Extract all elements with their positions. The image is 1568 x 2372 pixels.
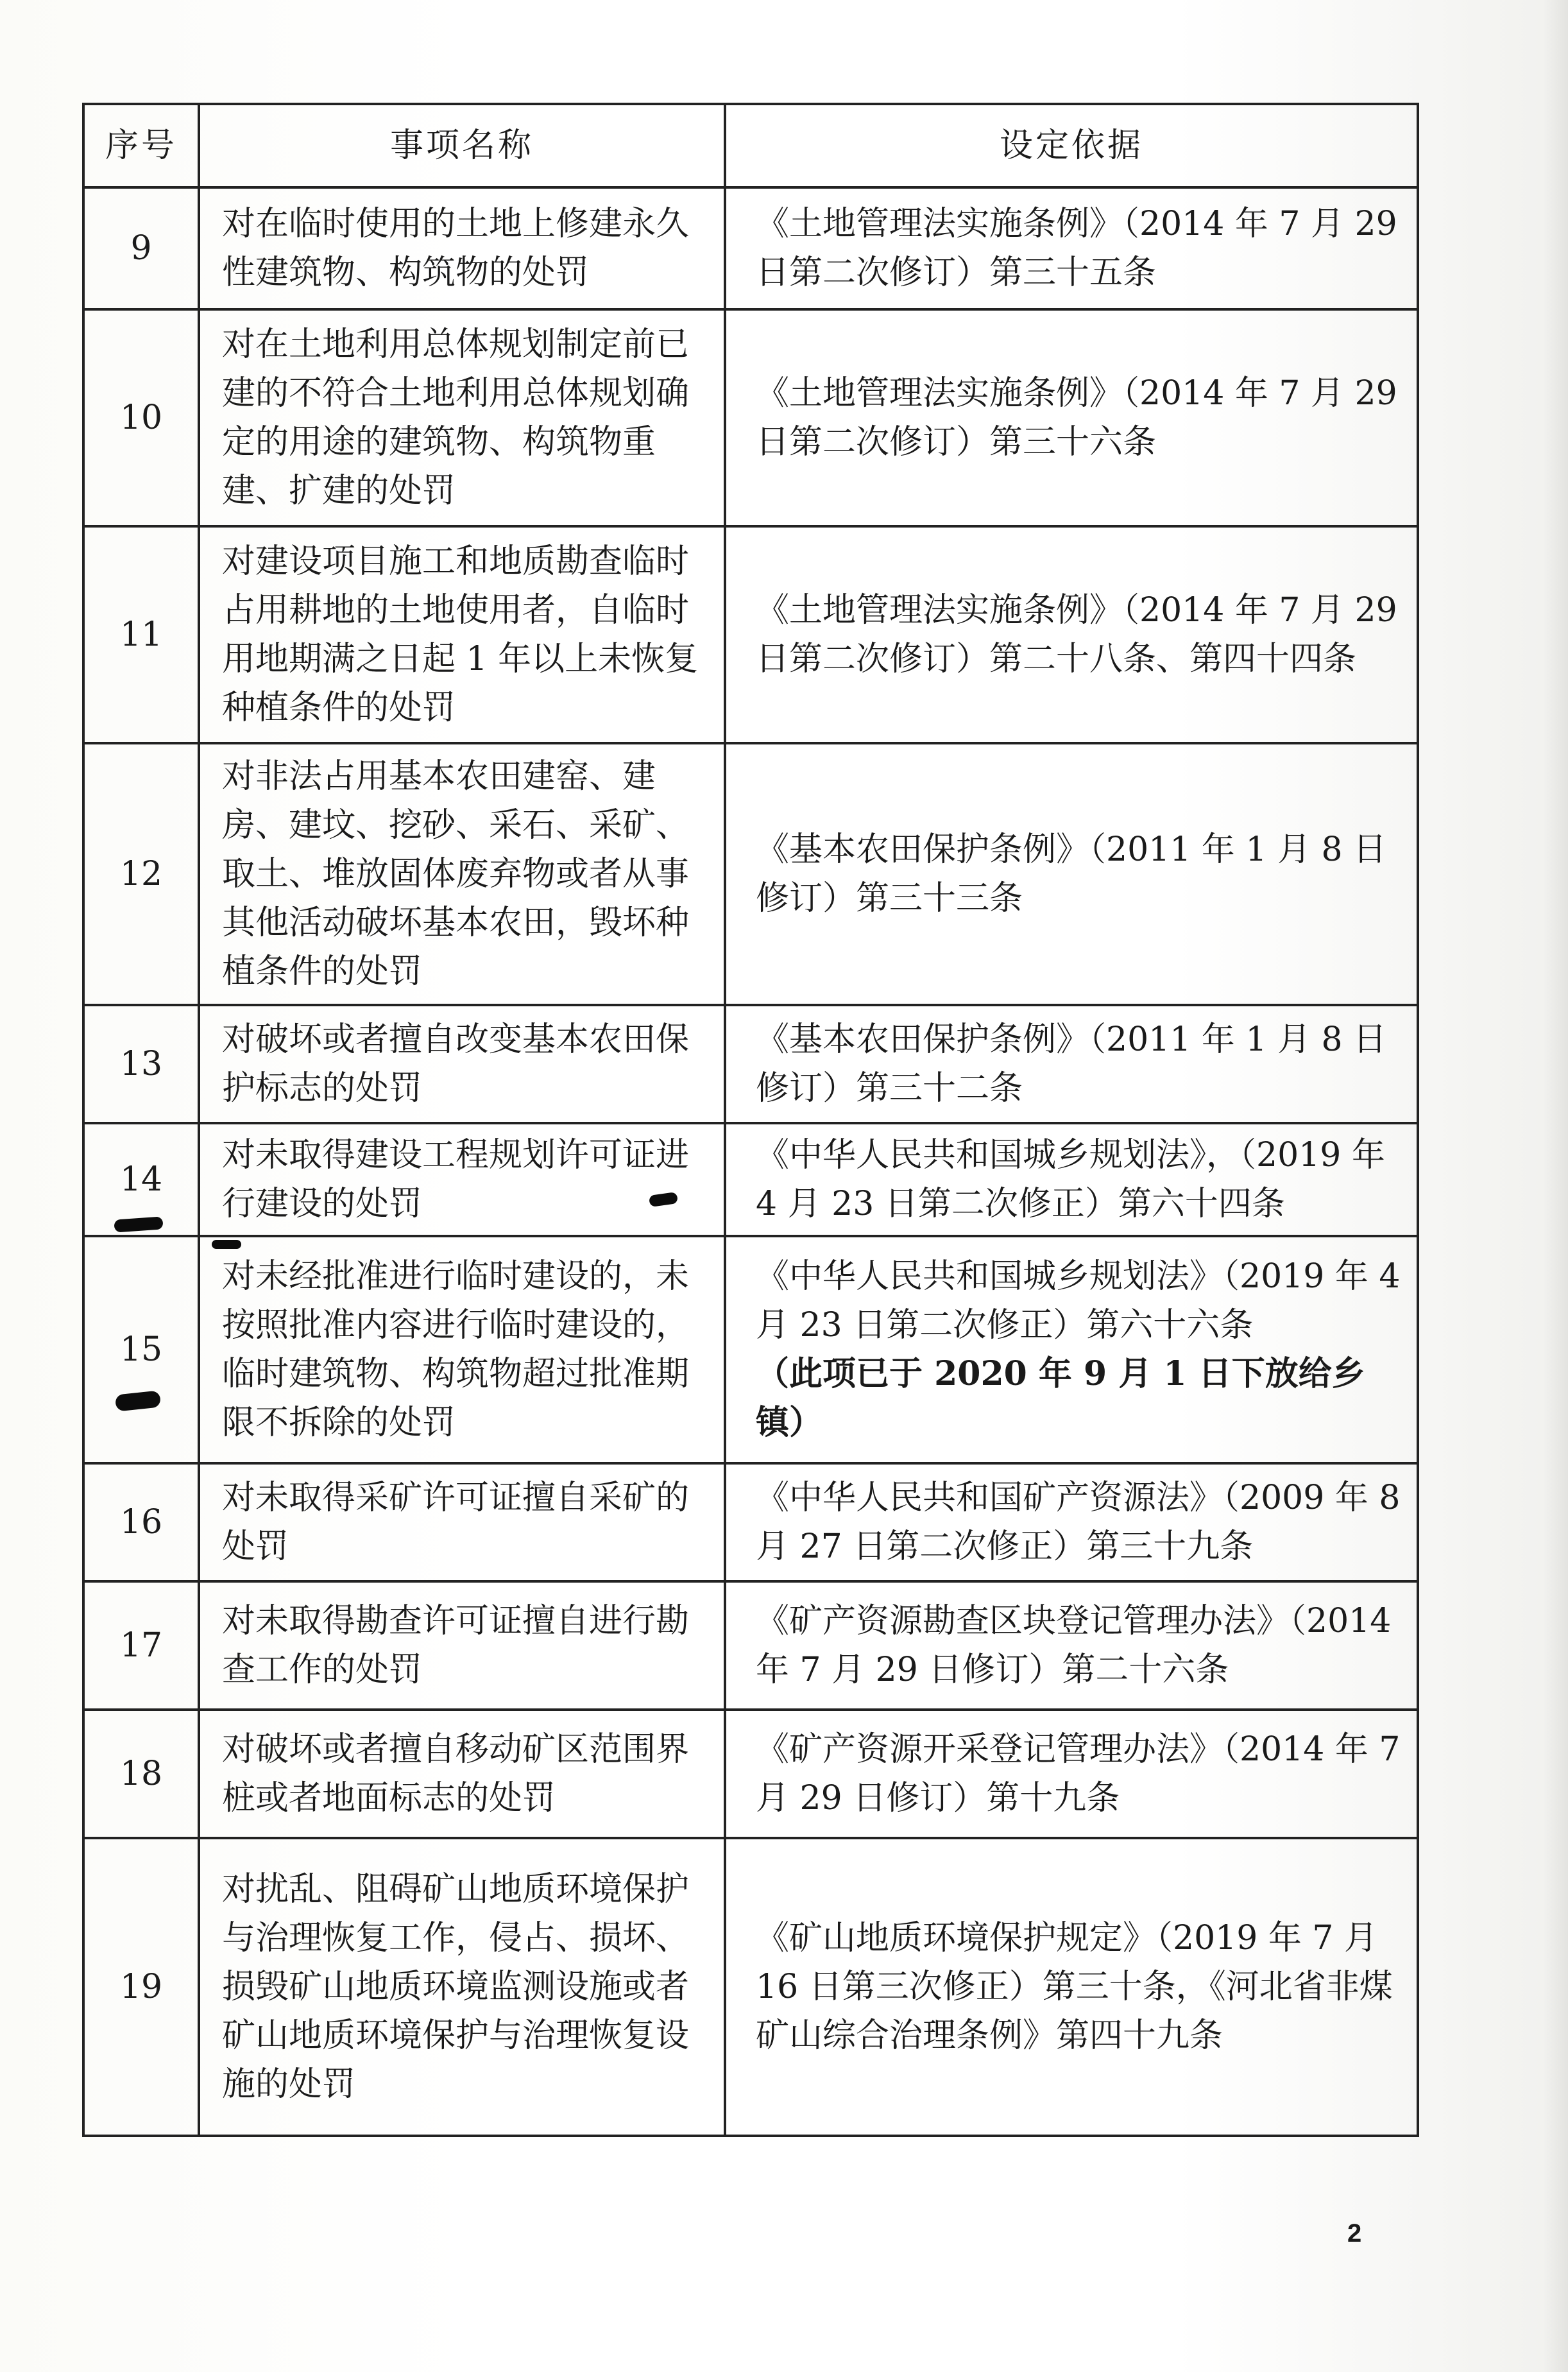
row-number: 12 [83,743,199,1005]
item-name: 对破坏或者擅自改变基本农田保护标志的处罚 [199,1005,725,1123]
header-no: 序号 [83,104,199,187]
item-name: 对未取得采矿许可证擅自采矿的处罚 [199,1463,725,1581]
row-number: 19 [83,1838,199,2136]
legal-basis: 《矿产资源勘查区块登记管理办法》（2014 年 7 月 29 日修订）第二十六条 [725,1581,1418,1710]
row-number: 17 [83,1581,199,1710]
table-row [83,1123,1418,1236]
item-name: 对破坏或者擅自移动矿区范围界桩或者地面标志的处罚 [199,1710,725,1838]
table-row [83,1838,1418,2136]
delegation-note: （此项已于 2020 年 9 月 1 日下放给乡镇） [756,1354,1365,1442]
legal-basis: 《矿产资源开采登记管理办法》（2014 年 7 月 29 日修订）第十九条 [725,1710,1418,1838]
row-number: 11 [83,526,199,743]
page-number: 2 [1347,2219,1362,2247]
item-name: 对非法占用基本农田建窑、建房、建坟、挖砂、采石、采矿、取土、堆放固体废弃物或者从事其他活动破坏基本农田，毁坏种植条件的处罚 [199,743,725,1005]
legal-basis: 《中华人民共和国矿产资源法》（2009 年 8 月 27 日第二次修正）第三十九条 [725,1463,1418,1581]
item-name: 对建设项目施工和地质勘查临时占用耕地的土地使用者，自临时用地期满之日起 1 年以上未恢复种植条件的处罚 [199,526,725,743]
legal-basis [725,1236,1418,1463]
row-number: 9 [83,187,199,309]
table-row [83,1236,1418,1463]
table-row [83,1581,1418,1710]
item-name: 对在临时使用的土地上修建永久性建筑物、构筑物的处罚 [199,187,725,309]
row-number: 14 [83,1123,199,1236]
table-row [83,526,1418,743]
table-row [83,309,1418,526]
item-name: 对扰乱、阻碍矿山地质环境保护与治理恢复工作，侵占、损坏、损毁矿山地质环境监测设施或者矿山地质环境保护与治理恢复设施的处罚 [199,1838,725,2136]
legal-basis: 《基本农田保护条例》（2011 年 1 月 8 日修订）第三十二条 [725,1005,1418,1123]
legal-basis: 《矿山地质环境保护规定》（2019 年 7 月 16 日第三次修正）第三十条，《河北省非煤矿山综合治理条例》第四十九条 [725,1838,1418,2136]
row-number: 16 [83,1463,199,1581]
legal-basis: 《中华人民共和国城乡规划法》，（2019 年 4 月 23 日第二次修正）第六十四条 [725,1123,1418,1236]
header-item-name: 事项名称 [199,104,725,187]
table-header-row [83,104,1418,187]
row-number: 15 [83,1236,199,1463]
row-number: 18 [83,1710,199,1838]
table-row [83,1463,1418,1581]
item-name: 对在土地利用总体规划制定前已建的不符合土地利用总体规划确定的用途的建筑物、构筑物重建、扩建的处罚 [199,309,725,526]
legal-basis: 《基本农田保护条例》（2011 年 1 月 8 日修订）第三十三条 [725,743,1418,1005]
legal-basis: 《土地管理法实施条例》（2014 年 7 月 29 日第二次修订）第三十六条 [725,309,1418,526]
item-name: 对未取得勘查许可证擅自进行勘查工作的处罚 [199,1581,725,1710]
item-name: 对未经批准进行临时建设的，未按照批准内容进行临时建设的，临时建筑物、构筑物超过批准期限不拆除的处罚 [199,1236,725,1463]
page-edge-shadow [1542,0,1568,2372]
legal-basis: 《土地管理法实施条例》（2014 年 7 月 29 日第二次修订）第二十八条、第四十四条 [725,526,1418,743]
legal-basis-text: 《中华人民共和国城乡规划法》（2019 年 4 月 23 日第二次修正）第六十六条 [756,1257,1401,1345]
legal-basis: 《土地管理法实施条例》（2014 年 7 月 29 日第二次修订）第三十五条 [725,187,1418,309]
penalty-items-table [82,103,1419,2137]
header-legal-basis: 设定依据 [725,104,1418,187]
marker-stroke [212,1240,241,1249]
table-row [83,1005,1418,1123]
row-number: 13 [83,1005,199,1123]
item-name: 对未取得建设工程规划许可证进行建设的处罚 [199,1123,725,1236]
row-number: 10 [83,309,199,526]
table-row [83,187,1418,309]
table-row [83,743,1418,1005]
table-row [83,1710,1418,1838]
